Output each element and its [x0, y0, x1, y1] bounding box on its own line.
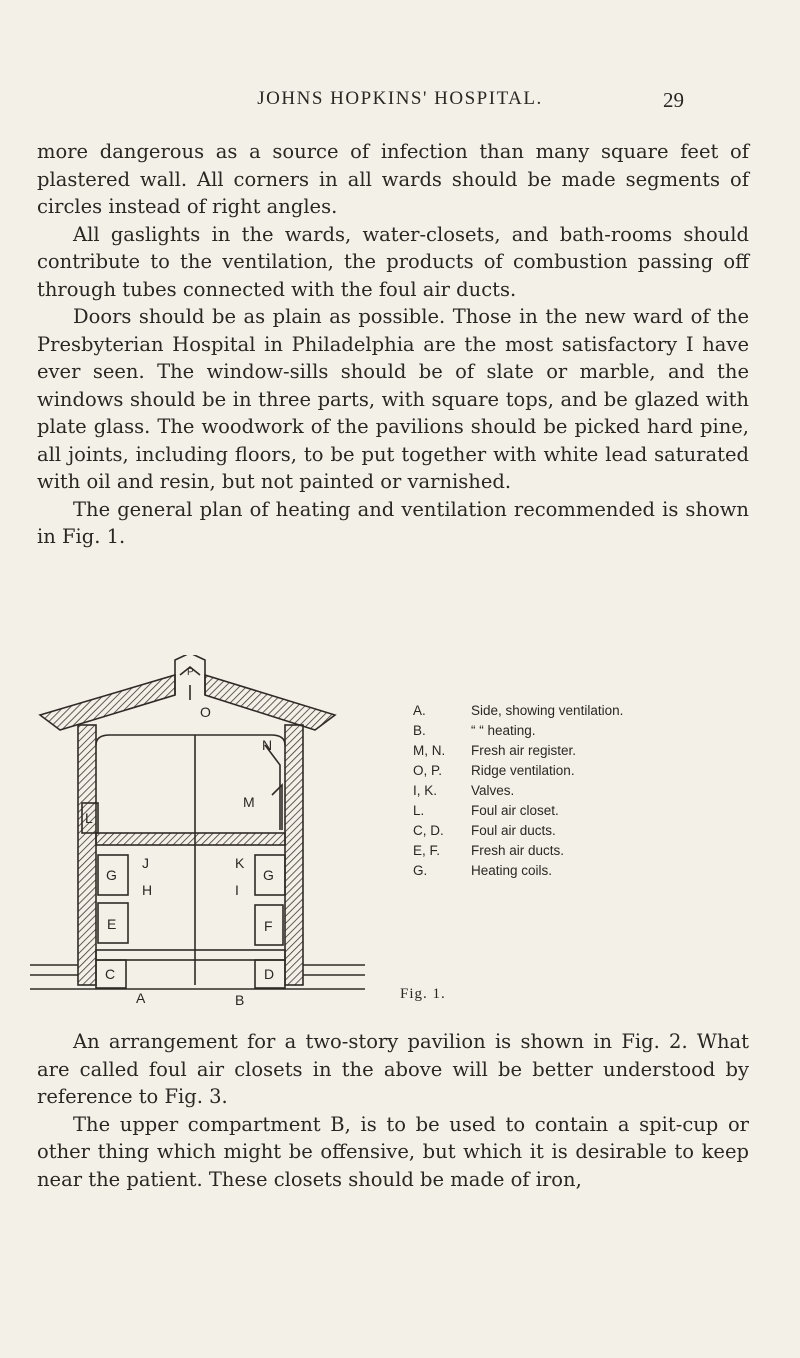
- label-l: L: [85, 810, 93, 826]
- legend-row: E, F. Fresh air ducts.: [413, 842, 565, 858]
- middle-floor: [96, 833, 285, 845]
- label-n: N: [262, 737, 273, 753]
- running-head: [0, 88, 800, 118]
- legend-row: I, K. Valves.: [413, 782, 515, 798]
- body-text-top: [37, 138, 749, 551]
- page-number: 29: [663, 88, 684, 112]
- label-g-right: G: [263, 867, 274, 883]
- label-k: K: [235, 855, 245, 871]
- ground-floor: [96, 950, 285, 960]
- label-h: H: [142, 882, 153, 898]
- legend-row: L. Foul air closet.: [413, 802, 559, 818]
- label-g-left: G: [106, 867, 117, 883]
- legend-row: O, P. Ridge ventilation.: [413, 762, 575, 778]
- legend-row: M, N. Fresh air register.: [413, 742, 577, 758]
- roof-left-slope: [40, 675, 175, 730]
- paragraph-6: The upper compartment B, is to be used to contain a spit-cup or other thing which might be offensive, but which it is desirable to keep near the patient. These closets should be made of iron,: [37, 1112, 749, 1191]
- right-wall: [285, 725, 303, 985]
- label-b: B: [235, 992, 245, 1005]
- label-f: F: [264, 918, 273, 934]
- label-p: P: [187, 667, 194, 678]
- running-title: JOHNS HOPKINS' HOSPITAL.: [257, 88, 543, 109]
- figure-1-diagram: [30, 655, 370, 1005]
- paragraph-3: Doors should be as plain as possible. Those in the new ward of the Presbyterian Hospital in Philadelphia are the most satisfactory I have ever seen. The window-sills should be of slate or marble, and the windows should be in three parts, with square tops, and be glazed with plate glass. The woodwork of the pavilions should be picked hard pine, all joints, including floors, to be put together with white lead saturated with oil and resin, but not painted or varnished.: [37, 305, 749, 493]
- legend-row: C, D. Foul air ducts.: [413, 822, 556, 838]
- label-j: J: [142, 855, 149, 871]
- figure-caption: Fig. 1.: [400, 986, 446, 1002]
- label-c: C: [105, 966, 116, 982]
- ventilation-diagram: [30, 655, 370, 1005]
- legend-row: G. Heating coils.: [413, 862, 553, 878]
- paragraph-5: An arrangement for a two-story pavilion is shown in Fig. 2. What are called foul air closets in the above will be better understood by reference to Fig. 3.: [37, 1030, 749, 1108]
- roof-right-slope: [205, 675, 335, 730]
- label-e: E: [107, 916, 117, 932]
- paragraph-4: The general plan of heating and ventilation recommended is shown in Fig. 1.: [37, 497, 749, 548]
- left-wall: [78, 725, 96, 985]
- legend-row: B. “ “ heating.: [413, 722, 536, 738]
- label-a: A: [136, 990, 146, 1005]
- label-m: M: [243, 794, 255, 810]
- label-d: D: [264, 966, 275, 982]
- label-i: I: [235, 882, 239, 898]
- legend-row: A. Side, showing ventilation.: [413, 702, 624, 718]
- figure-legend: [413, 700, 713, 880]
- paragraph-1: more dangerous as a source of infection than many square feet of plastered wall. All corners in all wards should be made segments of circles instead of right angles.: [37, 140, 749, 218]
- label-o: O: [200, 704, 211, 720]
- paragraph-2: All gaslights in the wards, water-closets, and bath-rooms should contribute to the ventilation, the products of combustion passing off through tubes connected with the foul air ducts.: [37, 222, 749, 301]
- body-text-bottom: [37, 1028, 749, 1193]
